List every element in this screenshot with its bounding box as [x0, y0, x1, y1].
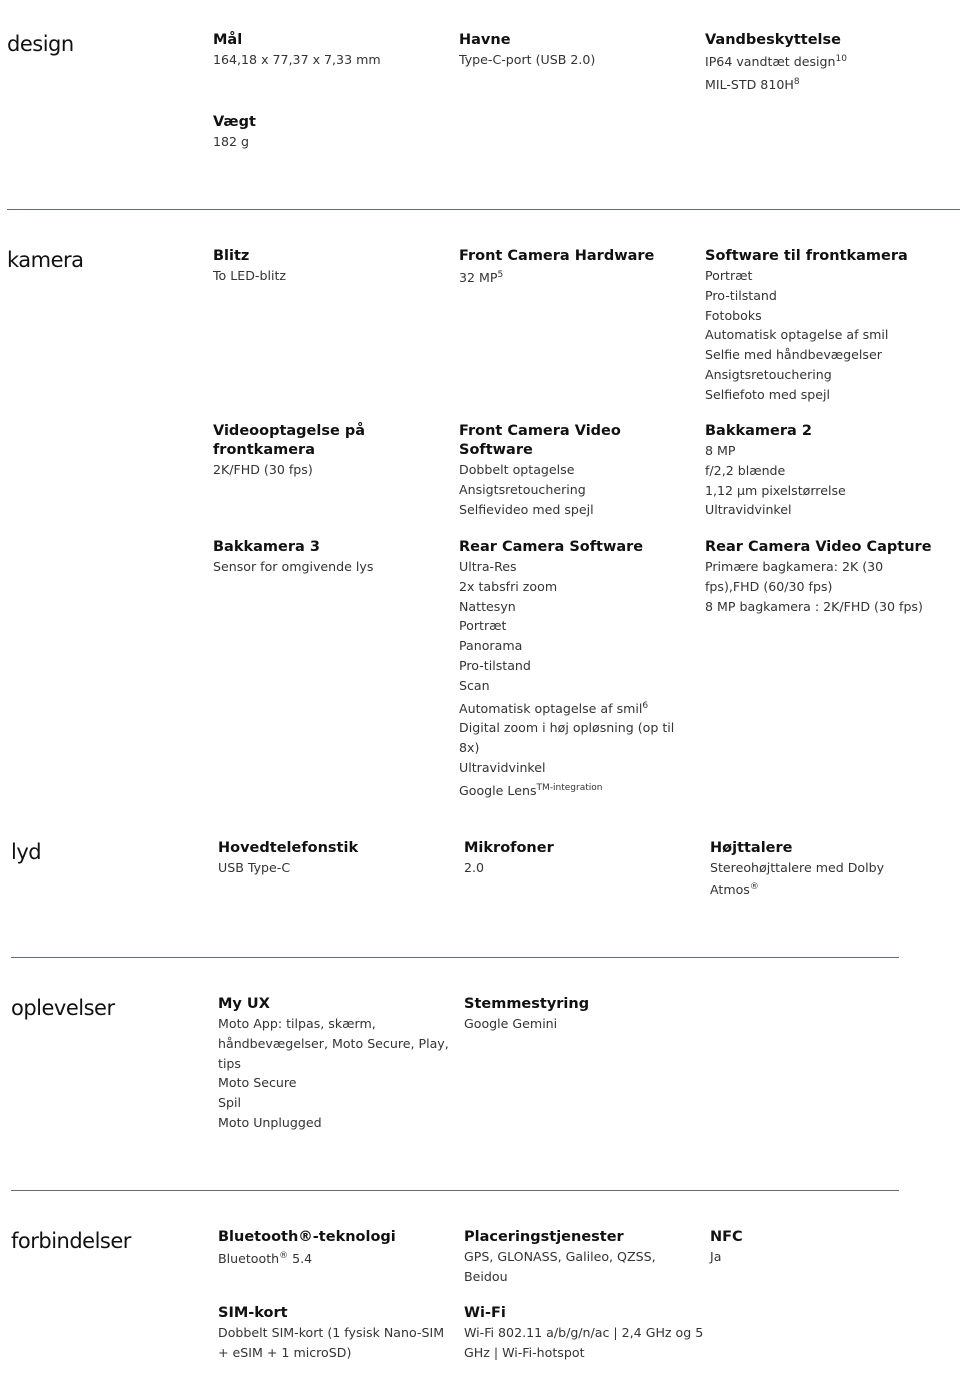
spec-value: Google Gemini [464, 1016, 558, 1031]
spec-title: Blitz [213, 248, 250, 264]
section-title-design: design [7, 32, 74, 56]
spec-value: 8x) [459, 740, 480, 756]
spec-value: MIL-STD $810H^8$ [705, 76, 800, 92]
spec-title: Placeringstjenester [464, 1229, 624, 1245]
spec-value: Ultra-Res [459, 559, 517, 574]
spec-sim-kort [218, 1304, 458, 1363]
spec-value: 182 g [213, 134, 250, 149]
spec-value: Google Lens$^{TM-integration}$ [459, 782, 603, 798]
spec-title: Bluetooth®-teknologi [218, 1229, 396, 1245]
spec-value: Selfievideo med spejl [459, 501, 594, 517]
spec-value: Pro-tilstand [705, 287, 777, 303]
spec-value: 2K/FHD (30 fps) [213, 462, 313, 477]
spec-mal [213, 31, 443, 70]
spec-rear-camera-software [459, 538, 689, 801]
section-divider [7, 209, 960, 210]
spec-value: 2.0 [464, 860, 485, 875]
spec-value: + eSIM + 1 microSD) [218, 1344, 352, 1360]
spec-value: Ansigtsretouchering [459, 481, 586, 497]
section-title-kamera: kamera [7, 248, 84, 272]
section-title-forbindelser: forbindelser [11, 1229, 131, 1253]
spec-stemmestyring [464, 995, 694, 1034]
spec-title: Højttalere [710, 840, 793, 856]
spec-value: Type-C-port (USB 2.0) [459, 52, 596, 67]
spec-title: Wi-Fi [464, 1305, 506, 1321]
spec-title: Mål [213, 32, 243, 48]
spec-value: 32 $MP^5$ [459, 269, 504, 285]
spec-value: Selfie med håndbevægelser [705, 347, 882, 363]
spec-title: Bakkamera 2 [705, 423, 812, 439]
spec-value: Spil [218, 1095, 241, 1111]
spec-title: Vandbeskyttelse [705, 32, 841, 48]
spec-value: Stereohøjttalere med Dolby [710, 860, 885, 875]
spec-value: Ansigtsretouchering [705, 366, 832, 382]
spec-bluetooth [218, 1228, 448, 1269]
spec-front-camera-hardware [459, 247, 689, 288]
spec-value: 164,18 x 77,37 x 7,33 mm [213, 52, 381, 67]
spec-title: Rear Camera Software [459, 539, 644, 555]
spec-value: tips [218, 1055, 241, 1071]
spec-value: Moto Secure [218, 1075, 297, 1091]
section-title-lyd: lyd [11, 840, 42, 864]
spec-wifi [464, 1304, 704, 1363]
spec-value: Primære bagkamera: 2K (30 [705, 559, 884, 574]
spec-title: Stemmestyring [464, 996, 590, 1012]
spec-title: Vægt [213, 114, 256, 130]
spec-value: 8 MP bagkamera : 2K/FHD (30 fps) [705, 598, 923, 614]
spec-value: Scan [459, 677, 490, 693]
section-divider [11, 957, 899, 958]
spec-value: Ja [710, 1249, 722, 1264]
spec-value: Selfiefoto med spejl [705, 386, 831, 402]
spec-front-camera-video-software [459, 422, 689, 519]
spec-value: håndbevægelser, Moto Secure, Play, [218, 1035, 449, 1051]
spec-value: Pro-tilstand [459, 657, 531, 673]
spec-mikrofoner [464, 839, 694, 878]
spec-value: Moto App: tilpas, skærm, [218, 1016, 376, 1031]
spec-title: frontkamera [213, 442, 315, 458]
spec-bakkamera-2 [705, 422, 935, 520]
spec-bakkamera-3 [213, 538, 443, 577]
spec-value: Digital zoom i høj opløsning (op til [459, 720, 675, 736]
spec-value: Beidou [464, 1268, 508, 1284]
spec-value: Portræt [459, 618, 507, 634]
spec-title: Bakkamera 3 [213, 539, 320, 555]
spec-value: f/2,2 blænde [705, 462, 786, 478]
spec-value: 8 MP [705, 443, 736, 458]
spec-value: 2x tabsfri zoom [459, 578, 558, 594]
spec-value: Wi-Fi 802.11 a/b/g/n/ac | 2,4 GHz og 5 [464, 1325, 704, 1340]
spec-value: GHz | Wi-Fi-hotspot [464, 1344, 585, 1360]
spec-nfc [710, 1228, 940, 1267]
spec-value: To LED-blitz [213, 268, 287, 283]
spec-value: Sensor for omgivende lys [213, 559, 374, 574]
spec-title: NFC [710, 1229, 743, 1245]
spec-value: Nattesyn [459, 598, 516, 614]
spec-value: Ultravidvinkel [705, 502, 792, 518]
spec-value: Dobbelt SIM-kort (1 fysisk Nano-SIM [218, 1325, 445, 1340]
spec-title: Front Camera Hardware [459, 248, 655, 264]
spec-value: Panorama [459, 638, 523, 654]
spec-blitz [213, 247, 443, 286]
spec-value: Automatisk optagelse af smil$^6$ [459, 700, 649, 716]
spec-my-ux [218, 995, 458, 1133]
spec-title: Software til frontkamera [705, 248, 908, 264]
spec-value: Fotoboks [705, 307, 762, 323]
spec-value: Automatisk optagelse af smil [705, 327, 889, 343]
spec-value: USB Type-C [218, 860, 291, 875]
spec-title: My UX [218, 996, 270, 1012]
spec-hovedtelefonstik [218, 839, 448, 878]
spec-value: Atmos® [710, 881, 759, 897]
spec-title: Havne [459, 32, 511, 48]
spec-value: Bluetooth® 5.4 [218, 1250, 313, 1266]
spec-value: GPS, GLONASS, Galileo, QZSS, [464, 1249, 656, 1264]
spec-value: 1,12 µm pixelstørrelse [705, 482, 846, 498]
spec-value: IP64 vandtæt design$^{10}$ [705, 53, 847, 69]
spec-value: Moto Unplugged [218, 1114, 322, 1130]
spec-software-frontkamera [705, 247, 935, 405]
spec-title: SIM-kort [218, 1305, 288, 1321]
spec-value: Portræt [705, 268, 753, 283]
section-title-oplevelser: oplevelser [11, 996, 115, 1020]
spec-vandbeskyttelse [705, 31, 935, 95]
spec-videooptagelse-frontkamera [213, 422, 443, 480]
section-divider [11, 1190, 899, 1191]
spec-value: Dobbelt optagelse [459, 462, 575, 477]
spec-vaegt [213, 113, 443, 152]
spec-rear-camera-video-capture [705, 538, 945, 616]
spec-hojttalere [710, 839, 940, 900]
spec-havne [459, 31, 689, 70]
spec-title: Videooptagelse på [213, 423, 366, 439]
spec-placeringstjenester [464, 1228, 694, 1287]
spec-title: Mikrofoner [464, 840, 554, 856]
spec-title: Software [459, 442, 533, 458]
spec-title: Front Camera Video [459, 423, 621, 439]
spec-value: Ultravidvinkel [459, 759, 546, 775]
spec-value: fps),FHD (60/30 fps) [705, 578, 833, 594]
spec-title: Hovedtelefonstik [218, 840, 359, 856]
spec-title: Rear Camera Video Capture [705, 539, 932, 555]
